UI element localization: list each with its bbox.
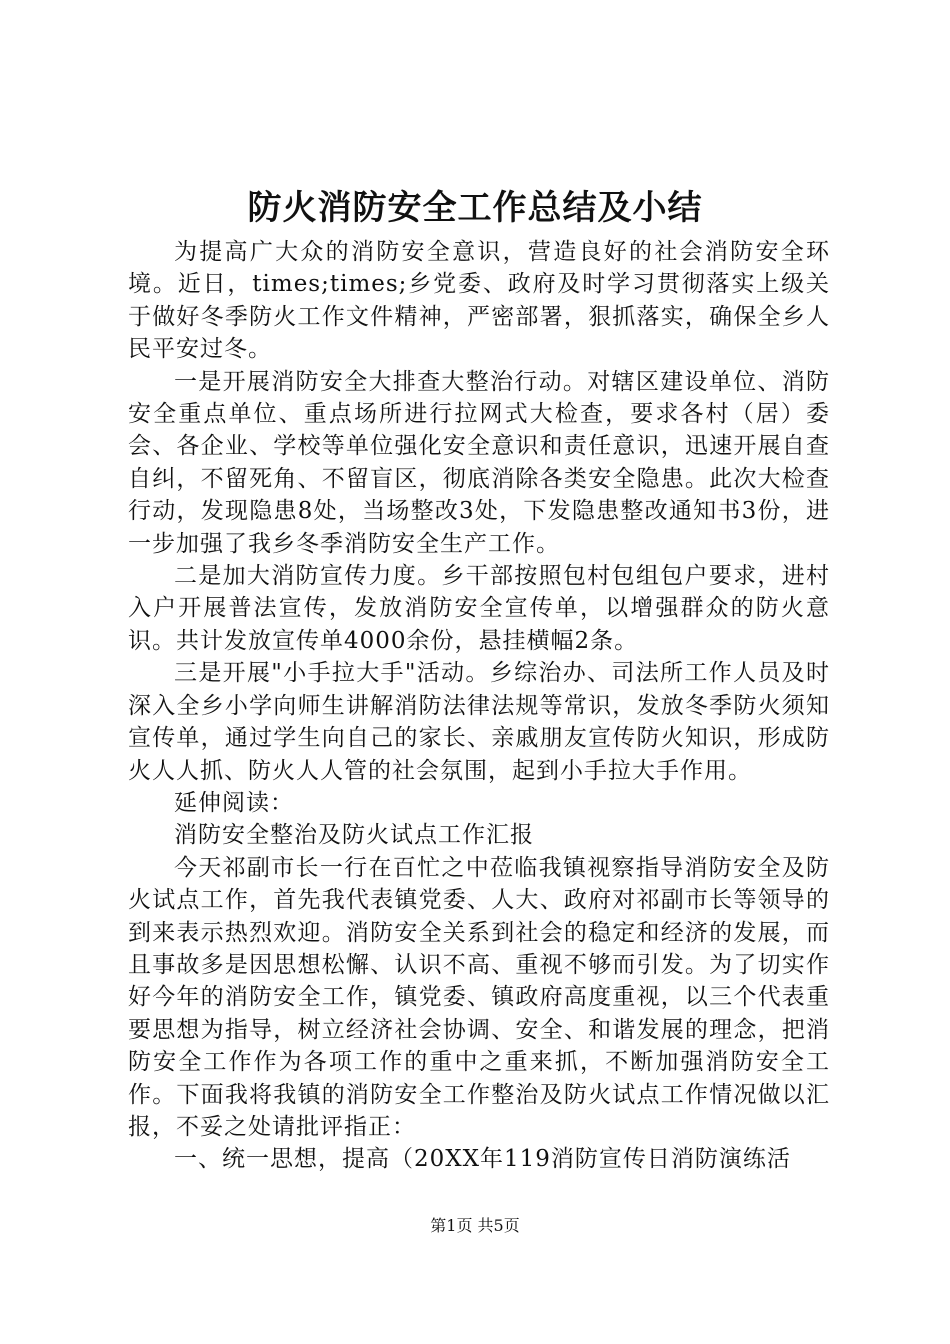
document-title: 防火消防安全工作总结及小结: [247, 188, 703, 228]
paragraph-report: 今天祁副市长一行在百忙之中莅临我镇视察指导消防安全及防火试点工作，首先我代表镇党委、人大、政府对祁副市长等领导的到来表示热烈欢迎。消防安全关系到社会的稳定和经济的发展，而且事故多是因思想松懈、认识不高、重视不够而引发。为了切实作好今年的消防安全工作，镇党委、镇政府高度重视，以三个代表重要思想为指导，树立经济社会协调、安全、和谐发展的理念，把消防安全工作作为各项工作的重中之重来抓，不断加强消防安全工作。下面我将我镇的消防安全工作整治及防火试点工作情况做以汇报，不妥之处请批评指正：: [128, 854, 830, 1140]
paragraph-item-three: 三是开展"小手拉大手"活动。乡综治办、司法所工作人员及时深入全乡小学向师生讲解消防法律法规等常识，发放冬季防火须知宣传单，通过学生向自己的家长、亲戚朋友宣传防火知识，形成防火人人抓、防火人人管的社会氛围，起到小手拉大手作用。: [128, 660, 830, 784]
document-body: [128, 236, 830, 1176]
extended-reading-label: 延伸阅读：: [174, 789, 294, 816]
report-subtitle: 消防安全整治及防火试点工作汇报: [174, 822, 534, 849]
page-number-footer: 第1页 共5页: [430, 1216, 520, 1235]
paragraph-item-one: 一是开展消防安全大排查大整治行动。对辖区建设单位、消防安全重点单位、重点场所进行拉网式大检查，要求各村（居）委会、各企业、学校等单位强化安全意识和责任意识，迅速开展自查自纠，不留死角、不留盲区，彻底消除各类安全隐患。此次大检查行动，发现隐患8处，当场整改3处，下发隐患整改通知书3份，进一步加强了我乡冬季消防安全生产工作。: [128, 368, 830, 557]
paragraph-intro: 为提高广大众的消防安全意识，营造良好的社会消防安全环境。近日，times;times;乡党委、政府及时学习贯彻落实上级关于做好冬季防火工作文件精神，严密部署，狠抓落实，确保全乡人民平安过冬。: [128, 239, 830, 363]
paragraph-item-two: 二是加大消防宣传力度。乡干部按照包村包组包户要求，进村入户开展普法宣传，发放消防安全宣传单，以增强群众的防火意识。共计发放宣传单4000余份，悬挂横幅2条。: [128, 563, 830, 654]
paragraph-section-one: 一、统一思想，提高（20XX年119消防宣传日消防演练活: [174, 1146, 791, 1173]
